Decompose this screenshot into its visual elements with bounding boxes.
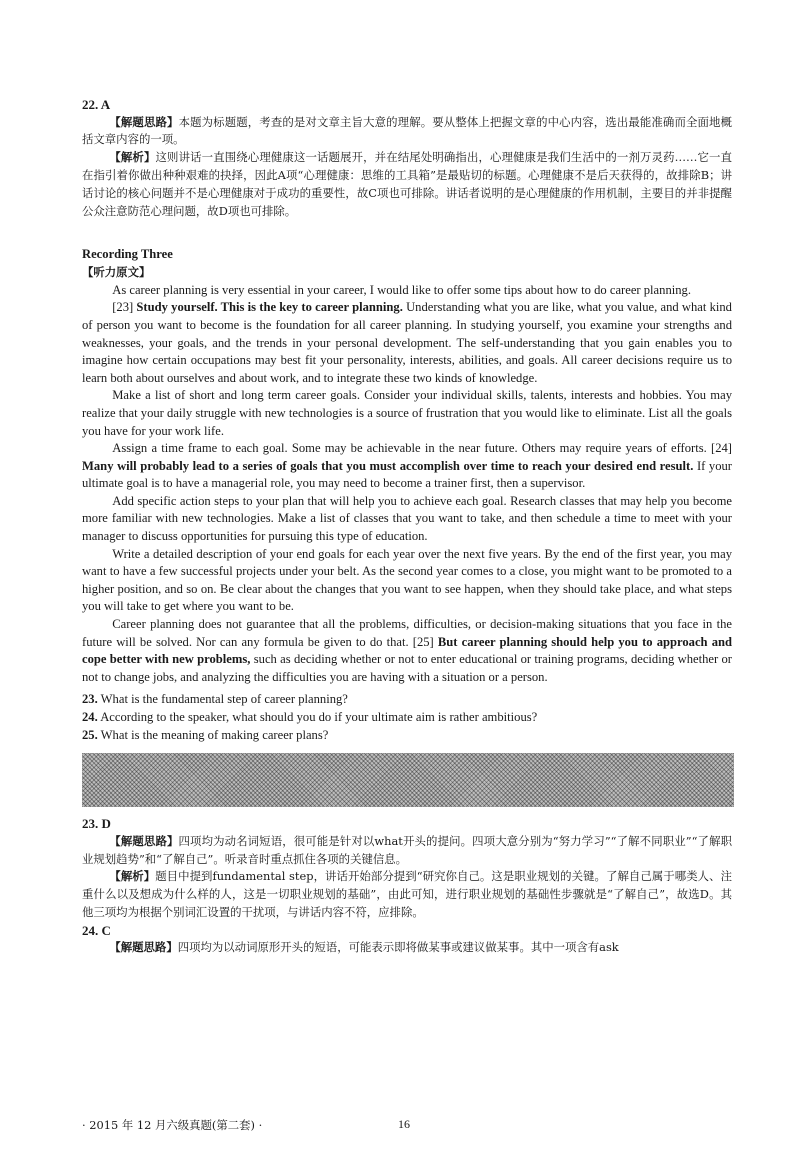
q22-thinking-text: 本题为标题题，考查的是对文章主旨大意的理解。要从整体上把握文章的中心内容，选出最能准确而全面地概括文章内容的一项。 [82, 114, 732, 147]
q22-thinking [82, 114, 732, 150]
q22-section [82, 96, 732, 220]
transcript-paragraph-3: Make a list of short and long term career goals. Consider your individual skills, talents, interests and hobbies. You may realize that your daily struggle with new technologies is a source of frustration that you would like to eliminate. List all the goals you have for your work life. [82, 388, 732, 438]
q23-analysis-text: 题目中提到fundamental step，讲话开始部分提到“研究你自己。这是职业规划的关键。了解自己属于哪类人、注重什么以及想成为什么样的人，这是一切职业规划的基础”，由此可知，进行职业规划的基础性步骤就是“了解自己”，故选D。其他三项均为根据个别词汇设置的干扰项，与讲话内容不符，应排除。 [82, 869, 732, 919]
transcript-paragraph-6: Write a detailed description of your end goals for each year over the next five years. By the end of the first year, you may want to have a few successful projects under your belt. As the second year comes to a close, you might want to be promoted to a higher position, and so on. Be clear about the changes that you want to see happen, when they should take place, and what steps you will take to get where you want to be. [82, 546, 732, 614]
q24-thinking-label: 【解题思路】 [109, 940, 178, 955]
tag-23: [23] [112, 300, 134, 315]
q23-analysis [82, 868, 732, 921]
page-number: 16 [398, 1117, 410, 1131]
transcript-paragraph-7 [82, 616, 732, 686]
q23-thinking [82, 833, 732, 869]
paragraph-7-rest: such as deciding whether or not to enter educational or training programs, deciding whether or not to change jobs, and analyzing the difficulties you are having with a situation or a person. [82, 652, 732, 684]
answer-sentence-24: Many will probably lead to a series of goals that you must accomplish over time to reach your desired end result. [82, 458, 694, 473]
q22-heading: 22. A [82, 97, 111, 112]
transcript-paragraph-4 [82, 440, 732, 493]
q23-thinking-text: 四项均为动名词短语，很可能是针对以what开头的提问。四项大意分别为“努力学习”“了解不同职业”“了解职业规划趋势”和“了解自己”。听录音时重点抓住各项的关键信息。 [82, 833, 732, 866]
q24-thinking [82, 939, 732, 957]
question-24-number: 24. [82, 710, 98, 725]
question-24 [82, 709, 732, 727]
paragraph-4-rest: If your ultimate goal is to have a managerial role, you may need to become a trainer first, then a supervisor. [82, 458, 732, 491]
listening-text-label: 【听力原文】 [82, 264, 151, 279]
q24-thinking-text: 四项均为以动词原形开头的短语，可能表示即将做某事或建议做某事。其中一项含有ask [177, 940, 619, 955]
q22-analysis [82, 149, 732, 220]
question-25 [82, 727, 732, 745]
transcript-paragraph-5: Add specific action steps to your plan that will help you to achieve each goal. Research classes that may help you become more familiar with new technologies. Make a list of classes that you want to take, and then schedule a time to meet with your manager to discuss opportunities for pursuing this type of education. [82, 493, 732, 544]
q22-thinking-label: 【解题思路】 [109, 114, 179, 129]
question-list [82, 691, 732, 744]
q22-analysis-label: 【解析】 [109, 150, 156, 165]
question-23 [82, 691, 732, 709]
q22-analysis-text: 这则讲话一直围绕心理健康这一话题展开，并在结尾处明确指出，心理健康是我们生活中的一剂万灵药……它一直在指引着你做出种种艰难的抉择，因此A项“心理健康：思维的工具箱”是最贴切的标题。心理健康不是后天获得的，故排除B；讲话讨论的核心问题并不是心理健康对于成功的重要性，故C项也可排除。讲话者说明的是心理健康的作用机制，主要目的并非提醒公众注意防范心理问题，故D项也可排除。 [82, 150, 732, 218]
q23-heading: 23. D [82, 816, 111, 832]
answer-sentence-25: But career planning should help you to approach and cope better with new problems, [82, 634, 733, 667]
question-23-number: 23. [82, 692, 98, 707]
question-23-text: What is the fundamental step of career planning? [97, 692, 348, 707]
q23-analysis-label: 【解析】 [109, 869, 156, 884]
q23-thinking-label: 【解题思路】 [109, 833, 179, 848]
paragraph-7-start: Career planning does not guarantee that all the problems, difficulties, or decision-making situations that you face in the future will be solved. Nor can any formula be given to do that. [82, 617, 732, 649]
question-25-number: 25. [82, 727, 98, 742]
tag-24: [24] [711, 441, 732, 456]
footer-exam-title: · 2015 年 12 月六级真题(第二套) · [82, 1118, 263, 1132]
recording-title: Recording Three [82, 247, 173, 262]
q24-section [82, 922, 732, 957]
transcript-paragraph-2 [82, 299, 732, 387]
recording-three-section [82, 246, 732, 686]
question-24-text: According to the speaker, what should you do if your ultimate aim is rather ambitious? [97, 710, 538, 725]
q23-section [82, 815, 732, 922]
obscured-halftone-block [82, 753, 734, 807]
answer-sentence-23: Study yourself. This is the key to career planning. [133, 300, 403, 315]
tag-25: [25] [412, 634, 434, 649]
q24-heading: 24. C [82, 922, 111, 938]
paragraph-2-rest: Understanding what you are like, what you value, and what kind of person you want to become is the foundation for all career planning. In studying yourself, you examine your strengths and weaknesses, your goals, and the trends in your personal development. The self-understanding that you gain enables you to imagine how certain occupations may best fit your personality, interests, abilities, and goals. All career decisions require us to learn both about ourselves and about work, and to integrate these two kinds of knowledge. [82, 300, 732, 385]
paragraph-4-start: Assign a time frame to each goal. Some may be achievable in the near future. Others may require years of efforts. [112, 441, 712, 456]
transcript-paragraph-1: As career planning is very essential in your career, I would like to offer some tips about how to do career planning. [112, 282, 691, 297]
question-25-text: What is the meaning of making career plans? [97, 727, 329, 742]
page-content [82, 96, 732, 957]
